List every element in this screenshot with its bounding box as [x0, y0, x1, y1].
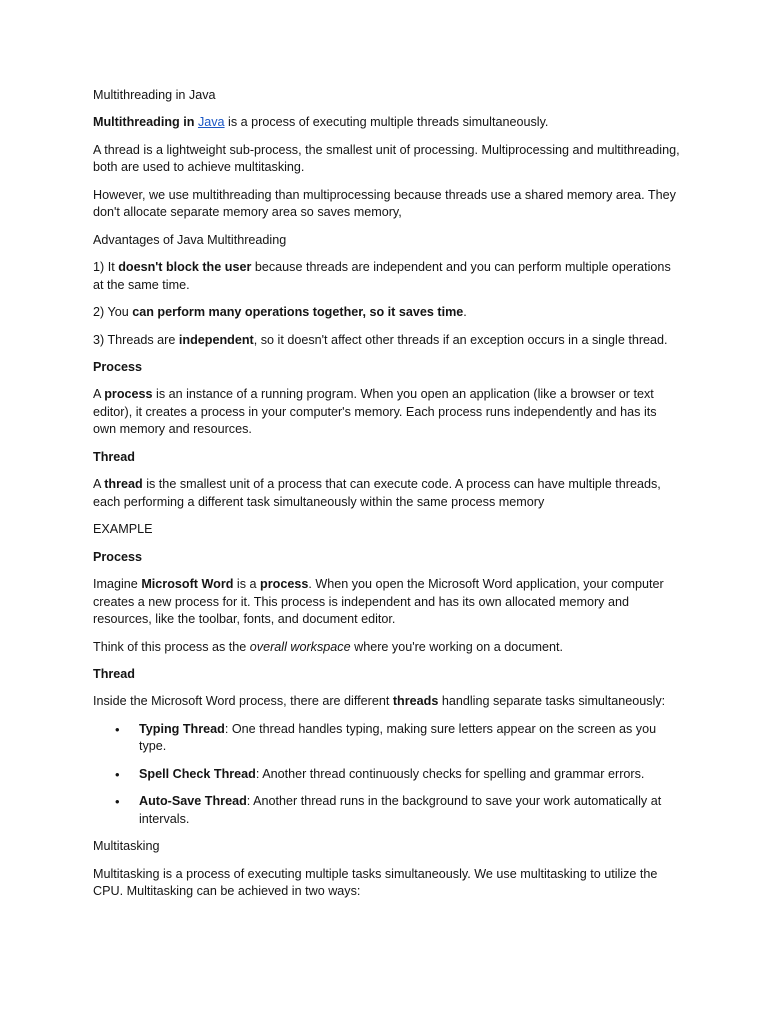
thread-definition-paragraph: A thread is a lightweight sub-process, the smallest unit of processing. Multiprocessing and multithreading, both are used to achieve multitasking. — [93, 142, 680, 175]
workspace-prefix: Think of this process as the — [93, 639, 250, 654]
advantage-3-bold: independent — [178, 332, 254, 347]
example-thread-prefix: Inside the Microsoft Word process, there are different — [93, 694, 393, 709]
thread-bullet-list — [93, 721, 683, 829]
multitasking-heading: Multitasking — [93, 839, 160, 854]
advantage-3-prefix: 3) Threads are — [93, 332, 179, 347]
workspace-rest: where you're working on a document. — [350, 639, 564, 654]
example-thread-heading-text: Thread — [93, 667, 135, 681]
thread-rest: is the smallest unit of a process that can execute code. A process can have multiple threads, each performing a different task simultaneously within the same process memory — [93, 477, 661, 509]
intro-paragraph — [93, 114, 683, 132]
example-process-e: . When you open the Microsoft Word application, your computer creates a new process for it. This process is independent and has its own allocated memory and resources, like the toolbar, fonts, and document editor. — [93, 577, 664, 627]
process-heading-text: Process — [93, 359, 143, 374]
document-body — [93, 87, 683, 911]
thread-bold: thread — [104, 477, 143, 492]
example-process-d: process — [260, 577, 309, 592]
example-thread-paragraph — [93, 693, 683, 711]
advantage-2-rest: . — [463, 305, 467, 320]
process-heading — [93, 359, 683, 377]
intro-bold: Multithreading in — [93, 115, 198, 130]
advantage-1-prefix: 1) It — [93, 260, 119, 275]
process-prefix: A — [93, 387, 105, 402]
bullet-1-text: : One thread handles typing, making sure letters appear on the screen as you type. — [139, 721, 657, 754]
thread-prefix: A — [93, 477, 105, 492]
workspace-paragraph — [93, 639, 683, 657]
advantage-1-rest: because threads are independent and you can perform multiple operations at the same time. — [93, 260, 671, 292]
advantage-1-bold: doesn't block the user — [118, 260, 252, 275]
thread-heading — [93, 449, 683, 467]
list-item — [139, 793, 683, 828]
advantage-3-rest: , so it doesn't affect other threads if an exception occurs in a single thread. — [253, 332, 668, 347]
advantage-2-bold: can perform many operations together, so it saves time — [132, 305, 464, 320]
bullet-2-bold: Spell Check Thread — [139, 766, 256, 781]
example-thread-rest: handling separate tasks simultaneously: — [438, 694, 666, 709]
bullet-1-bold: Typing Thread — [139, 721, 225, 736]
example-thread-heading — [93, 666, 683, 684]
advantages-heading: Advantages of Java Multithreading — [93, 232, 287, 247]
example-process-c: is a — [233, 577, 261, 592]
process-bold: process — [104, 387, 153, 402]
example-process-heading-text: Process — [93, 549, 143, 564]
example-process-heading — [93, 549, 683, 567]
list-item — [139, 766, 683, 784]
java-link[interactable]: Java — [197, 115, 225, 130]
bullet-3-bold: Auto-Save Thread — [139, 794, 247, 809]
example-process-a: Imagine — [93, 577, 142, 592]
thread-paragraph — [93, 476, 683, 511]
thread-heading-text: Thread — [93, 449, 135, 464]
intro-rest: is a process of executing multiple threads simultaneously. — [224, 115, 549, 130]
however-paragraph: However, we use multithreading than multiprocessing because threads use a shared memory area. They don't allocate separate memory area so saves memory, — [93, 187, 676, 220]
example-thread-bold: threads — [392, 694, 439, 709]
bullet-2-text: : Another thread continuously checks for spelling and grammar errors. — [255, 766, 645, 781]
bullet-3-text: : Another thread runs in the background to save your work automatically at intervals. — [139, 794, 662, 826]
advantage-1 — [93, 259, 683, 294]
advantage-2-prefix: 2) You — [93, 305, 133, 320]
list-item — [139, 721, 683, 756]
example-process-b: Microsoft Word — [141, 577, 234, 592]
advantage-3 — [93, 332, 683, 350]
advantage-2 — [93, 304, 683, 322]
example-label: EXAMPLE — [93, 522, 153, 537]
process-paragraph — [93, 386, 683, 439]
example-process-paragraph — [93, 576, 683, 629]
workspace-italic: overall workspace — [249, 639, 351, 654]
process-rest: is an instance of a running program. When you open an application (like a browser or text editor), it creates a process in your computer's memory. Each process runs independently and has its own memory and resources. — [93, 387, 657, 437]
multitasking-paragraph: Multitasking is a process of executing multiple tasks simultaneously. We use multitasking to utilize the CPU. Multitasking can be achieved in two ways: — [93, 866, 658, 899]
document-title: Multithreading in Java — [93, 88, 216, 102]
